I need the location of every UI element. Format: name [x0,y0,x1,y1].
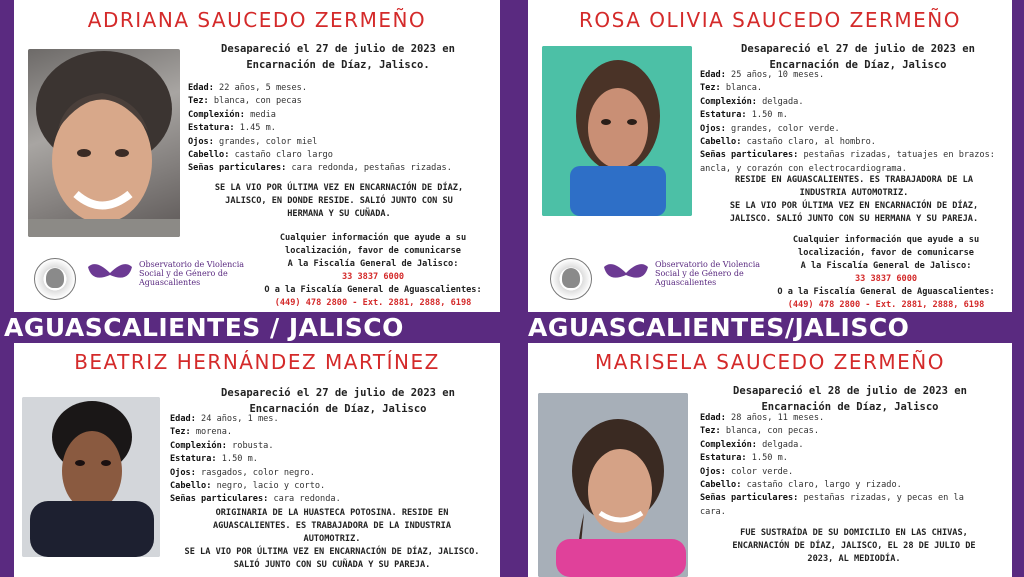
person-name: MARISELA SAUCEDO ZERMEÑO [594,350,946,374]
contact-info: Cualquier información que ayude a su localización, favor de comunicarse A la Fiscalía General de Jalisco: 33 3837 6000 O a la Fiscalía General de Aguascalientes: (449) 478 2800 - Ext. 2881, 2888, 6198 [246,232,500,310]
person-photo [542,46,692,216]
seal-logo [550,258,592,300]
physical-description: Edad: 24 años, 1 mes. Tez: morena. Complexión: robusta. Estatura: 1.50 m. Ojos: rasgados, color negro. Cabello: negro, lacio y corto. Señas particulares: cara redonda. [170,414,341,505]
aguascalientes-phone: (449) 478 2800 - Ext. 2881, 2888, 6198 [274,298,472,308]
missing-poster-beatriz [14,343,500,577]
aguascalientes-phone: (449) 478 2800 - Ext. 2881, 2888, 6198 [787,300,985,310]
physical-description: Edad: 22 años, 5 meses. Tez: blanca, con pecas Complexión: media Estatura: 1.45 m. Ojos: grandes, color miel Cabello: castaño claro largo Señas particulares: cara redonda, pestañas rizadas. [188,83,452,174]
disappearance-info: Desapareció el 27 de julio de 2023 en Encarnación de Díaz, Jalisco. [221,43,455,71]
missing-poster-marisela [528,343,1012,577]
observatorio-logo: Observatorio de Violencia Social y de Género de Aguascalientes [602,259,760,287]
missing-poster-adriana [14,0,500,312]
person-photo [538,393,688,577]
contact-info: Cualquier información que ayude a su localización, favor de comunicarse A la Fiscalía General de Jalisco: 33 3837 6000 O a la Fiscalía General de Aguascalientes: (449) 478 2800 - Ext. 2881, 2888, 6198 [760,234,1012,312]
abduction-note: FUE SUSTRAÍDA DE SU DOMICILIO EN LAS CHIVAS, ENCARNACIÓN DE DÍAZ, JALISCO, EL 28 DE JULIO DE 2023, AL MEDIODÍA. [732,528,976,564]
banner-right-text: AGUASCALIENTES/JALISCO [528,313,910,342]
region-banner [0,312,1024,343]
last-seen-note: ORIGINARIA DE LA HUASTECA POTOSINA. RESIDE EN AGUASCALIENTES. ES TRABAJADORA DE LA INDUSTRIA AUTOMOTRIZ. SE LA VIO POR ÚLTIMA VEZ EN ENCARNACIÓN DE DÍAZ, JALISCO. SALIÓ JUNTO CON SU CUÑADA Y SU PAREJA. [184,508,480,570]
last-seen-note: SE LA VIO POR ÚLTIMA VEZ EN ENCARNACIÓN DE DÍAZ, JALISCO, EN DONDE RESIDE. SALIÓ JUNTO CON SU HERMANA Y SU CUÑADA. [214,183,464,219]
person-photo [28,49,180,237]
seal-logo [34,258,76,300]
butterfly-icon [86,259,134,287]
jalisco-phone: 33 3837 6000 [341,272,405,282]
banner-left-text: AGUASCALIENTES / JALISCO [4,313,404,342]
physical-description: Edad: 25 años, 10 meses. Tez: blanca. Complexión: delgada. Estatura: 1.50 m. Ojos: grandes, color verde. Cabello: castaño claro, al hombro. Señas particulares: pestañas rizadas, tatuajes en brazos: ancla, y corazón con electrocardiograma. [700,70,995,174]
missing-poster-rosa-olivia [528,0,1012,312]
person-name: ADRIANA SAUCEDO ZERMEÑO [87,8,427,32]
last-seen-note: RESIDE EN AGUASCALIENTES. ES TRABAJADORA DE LA INDUSTRIA AUTOMOTRIZ. SE LA VIO POR ÚLTIMA VEZ EN ENCARNACIÓN DE DÍAZ, JALISCO. SALIÓ JUNTO CON SU HERMANA Y SU PAREJA. [729,175,979,224]
person-name: BEATRIZ HERNÁNDEZ MARTÍNEZ [74,350,440,374]
jalisco-phone: 33 3837 6000 [854,274,918,284]
disappearance-info: Desapareció el 28 de julio de 2023 en Encarnación de Díaz, Jalisco [733,385,967,413]
physical-description: Edad: 28 años, 11 meses. Tez: blanca, con pecas. Complexión: delgada. Estatura: 1.50 m. Ojos: color verde. Cabello: castaño claro, largo y rizado. Señas particulares: pestañas rizadas, y pecas en la cara. [700,413,964,517]
disappearance-info: Desapareció el 27 de julio de 2023 en Encarnación de Díaz, Jalisco [741,43,975,71]
person-photo [22,397,160,557]
observatorio-logo: Observatorio de Violencia Social y de Género de Aguascalientes [86,259,244,287]
person-name: ROSA OLIVIA SAUCEDO ZERMEÑO [579,8,961,32]
butterfly-icon [602,259,650,287]
disappearance-info: Desapareció el 27 de julio de 2023 en Encarnación de Díaz, Jalisco [221,387,455,415]
